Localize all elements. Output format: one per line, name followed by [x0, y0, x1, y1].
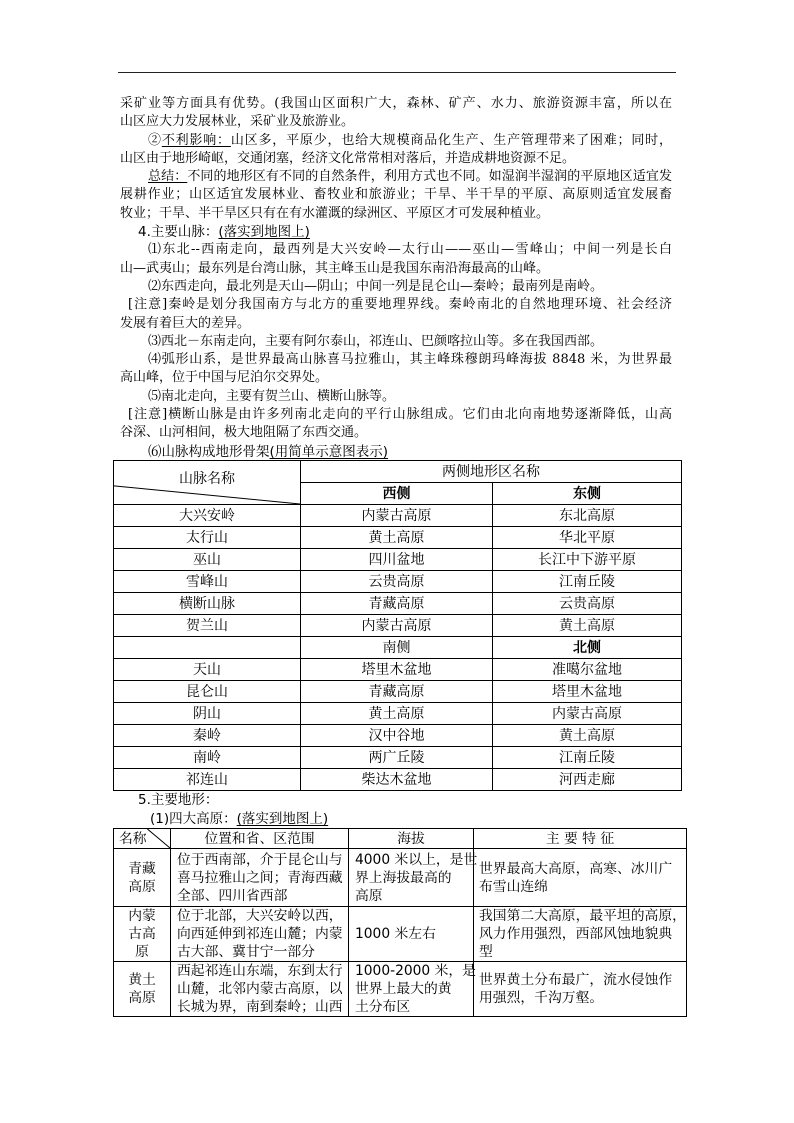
list-marker: ② [148, 132, 162, 148]
features-column-header: 主 要 特 征 [474, 829, 687, 849]
cell-line: 高原 [355, 887, 383, 904]
summary-label: 总结： [148, 169, 188, 185]
cell-line: 位于北部，大兴安岭以西， [177, 908, 343, 924]
disadvantages-paragraph-line [120, 132, 672, 150]
plateau-name: 青藏高原 [128, 860, 156, 895]
empty-cell [114, 637, 301, 659]
west-cell: 四川盆地 [301, 549, 493, 571]
range-cell: 横断山脉 [114, 593, 301, 615]
location-cell [171, 907, 349, 962]
range-cell: 天山 [114, 659, 301, 681]
plateau-name-cell [114, 907, 171, 962]
section-heading-mountains [120, 223, 672, 241]
range-cell: 太行山 [114, 527, 301, 549]
south-header: 南侧 [301, 637, 493, 659]
features-cell [474, 962, 687, 1017]
north-cell: 黄土高原 [493, 725, 682, 747]
range-cell: 大兴安岭 [114, 505, 301, 527]
cell-line: 型 [479, 944, 493, 960]
cell-line: 我国第二大高原，最平坦的高原， [479, 908, 686, 924]
subheading-note: (落实到地图上) [236, 811, 329, 827]
south-cell: 塔里木盆地 [301, 659, 493, 681]
cell-line: 1000 米左右 [355, 926, 436, 942]
name-column-header: 名称 [119, 830, 147, 847]
north-cell: 河西走廊 [493, 769, 682, 791]
table-row [114, 907, 687, 962]
range-cell: 雪峰山 [114, 571, 301, 593]
cell-line: 长城为界，南到秦岭；山西 [177, 999, 343, 1015]
summary-paragraph-line [120, 168, 672, 186]
cell-line: 布雪山连绵 [479, 878, 548, 895]
table-row [114, 615, 682, 637]
cell-line: 世界黄土分布最广，流水侵蚀作 [479, 972, 673, 988]
framework-line [120, 443, 672, 461]
body-text-span: 不同的地形区有不同的自然条件，利用方式也不同。如湿润半湿润的平原地区适宜发 [187, 169, 672, 185]
body-line: 山区应大力发展林业，采矿业及旅游业。 [120, 114, 355, 130]
framework-text: ⑹山脉构成地形骨架 [148, 443, 270, 460]
east-header: 东侧 [493, 483, 682, 505]
west-cell: 云贵高原 [301, 571, 493, 593]
header-rule [118, 72, 676, 73]
body-line: 发展有着巨大的差异。 [120, 315, 251, 331]
east-cell: 云贵高原 [493, 593, 682, 615]
table-row [114, 725, 682, 747]
cell-line: 1000-2000 米，是 [355, 963, 476, 979]
east-cell: 长江中下游平原 [493, 549, 682, 571]
body-line: 山—武夷山；最东列是台湾山脉，其主峰玉山是我国东南沿海最高的山峰。 [120, 260, 550, 276]
body-line: 牧业；干旱、半干旱区只有在有水灌溉的绿洲区、平原区才可发展种植业。 [120, 205, 550, 221]
body-line: ⑵东西走向，最北列是天山—阴山；中间一列是昆仑山—秦岭；最南列是南岭。 [148, 278, 604, 294]
range-cell: 贺兰山 [114, 615, 301, 637]
table-row [114, 549, 682, 571]
section-heading-note: (落实到地图上) [218, 224, 310, 241]
table-row [114, 681, 682, 703]
cell-line: 喜马拉雅山之间；青海西藏 [177, 869, 343, 886]
body-line: ⑴东北--西南走向，最西列是大兴安岭—太行山——巫山—雪峰山；中间一列是长白 [148, 242, 672, 258]
cell-line: 世界最高大高原，高寒、冰川广 [479, 860, 673, 877]
altitude-column-header: 海拔 [349, 829, 474, 849]
west-cell: 内蒙古高原 [301, 615, 493, 637]
disadvantages-label: 不利影响： [161, 132, 231, 148]
north-cell: 江南丘陵 [493, 747, 682, 769]
note-line: [注意]秦岭是划分我国南方与北方的重要地理界线。秦岭南北的自然地理环境、社会经济 [128, 297, 672, 313]
south-cell: 青藏高原 [301, 681, 493, 703]
table-row [114, 527, 682, 549]
west-cell: 内蒙古高原 [301, 505, 493, 527]
table-row [114, 703, 682, 725]
west-cell: 黄土高原 [301, 527, 493, 549]
south-cell: 汉中谷地 [301, 725, 493, 747]
cell-line: 位于西南部，介于昆仑山与 [177, 851, 343, 868]
cell-line: 用强烈，千沟万壑。 [479, 990, 604, 1006]
body-line: 展耕作业；山区适宜发展林业、畜牧业和旅游业；干旱、半干旱的平原、高原则适宜发展畜 [120, 187, 672, 203]
table-subheader-row [114, 637, 682, 659]
features-cell [474, 849, 687, 907]
cell-line: 世界上最大的黄 [355, 981, 452, 997]
south-cell: 黄土高原 [301, 703, 493, 725]
body-text [120, 95, 672, 461]
features-cell [474, 907, 687, 962]
body-line: 山区由于地形崎岖，交通闭塞，经济文化常常相对落后，并造成耕地资源不足。 [120, 150, 576, 166]
section-heading-text: 4.主要山脉： [138, 224, 219, 241]
table-row [114, 659, 682, 681]
table-row [114, 769, 682, 791]
subheading-text: (1)四大高原： [150, 811, 237, 827]
north-cell: 塔里木盆地 [493, 681, 682, 703]
body-line: 谷深、山河相间，极大地阻隔了东西交通。 [120, 425, 368, 441]
body-line: ⑸南北走向，主要有贺兰山、横断山脉等。 [148, 388, 396, 404]
altitude-cell [349, 907, 474, 962]
table-row [114, 849, 687, 907]
north-cell: 内蒙古高原 [493, 703, 682, 725]
cell-line: 界上海拔最高的 [355, 869, 452, 886]
north-header: 北侧 [493, 637, 682, 659]
table-row [114, 747, 682, 769]
location-column-header: 位置和省、区范围 [171, 829, 349, 849]
cell-line: 风力作用强烈，西部风蚀地貌典 [479, 926, 673, 942]
plateau-name: 黄土高原 [128, 972, 156, 1006]
body-line: ⑶西北－东南走向，主要有阿尔泰山，祁连山、巴颜喀拉山等。多在我国西部。 [148, 333, 604, 349]
east-cell: 东北高原 [493, 505, 682, 527]
range-cell: 秦岭 [114, 725, 301, 747]
range-name-header-cell [114, 461, 301, 505]
location-cell [171, 962, 349, 1017]
subheading-plateaus [150, 810, 328, 828]
range-cell: 巫山 [114, 549, 301, 571]
east-cell: 江南丘陵 [493, 571, 682, 593]
framework-note: (用简单示意图表示) [269, 443, 389, 460]
body-line: ⑷弧形山系，是世界最高山脉喜马拉雅山，其主峰珠穆朗玛峰海拔 8848 米，为世界最 [148, 352, 672, 368]
range-cell: 阴山 [114, 703, 301, 725]
table-row [114, 505, 682, 527]
south-cell: 两广丘陵 [301, 747, 493, 769]
cell-line: 山麓，北邻内蒙古高原，以 [177, 981, 343, 997]
plateau-name: 内蒙古高原 [128, 908, 156, 960]
east-cell: 华北平原 [493, 527, 682, 549]
table-row [114, 962, 687, 1017]
cell-line: 4000 米以上，是世 [355, 851, 478, 868]
cell-line: 西起祁连山东端，东到太行 [177, 963, 343, 979]
range-cell: 祁连山 [114, 769, 301, 791]
plateau-table [113, 828, 687, 1017]
cell-line: 古大部、冀甘宁一部分 [177, 944, 315, 960]
cell-line: 全部、四川省西部 [177, 887, 288, 904]
range-name-header: 山脉名称 [179, 471, 235, 487]
name-column-header-cell [114, 829, 171, 849]
plateau-name-cell [114, 849, 171, 907]
table-row [114, 571, 682, 593]
table-row [114, 593, 682, 615]
mountain-range-table [113, 460, 682, 791]
table-header-row [114, 829, 687, 849]
location-cell [171, 849, 349, 907]
table-header-row [114, 461, 682, 483]
header-diagonal-line [114, 829, 170, 848]
range-cell: 昆仑山 [114, 681, 301, 703]
section-heading-landforms: 5.主要地形： [138, 792, 219, 808]
west-header: 西侧 [301, 483, 493, 505]
north-cell: 准噶尔盆地 [493, 659, 682, 681]
altitude-cell [349, 849, 478, 907]
altitude-cell [349, 962, 474, 1017]
range-cell: 南岭 [114, 747, 301, 769]
south-cell: 柴达木盆地 [301, 769, 493, 791]
cell-line: 土分布区 [355, 999, 411, 1015]
cell-line: 向西延伸到祁连山麓；内蒙 [177, 926, 343, 942]
note-line: [注意]横断山脉是由许多列南北走向的平行山脉组成。它们由北向南地势逐渐降低，山高 [128, 407, 672, 423]
body-line: 高山峰，位于中国与尼泊尔交界处。 [120, 370, 329, 386]
east-cell: 黄土高原 [493, 615, 682, 637]
plateau-name-cell [114, 962, 171, 1017]
body-text-span: 山区多，平原少，也给大规模商品化生产、生产管理带来了困难；同时， [230, 132, 672, 148]
body-line: 采矿业等方面具有优势。(我国山区面积广大，森林、矿产、水力、旅游资源丰富，所以在 [120, 96, 672, 111]
sides-header: 两侧地形区名称 [301, 461, 682, 483]
west-cell: 青藏高原 [301, 593, 493, 615]
